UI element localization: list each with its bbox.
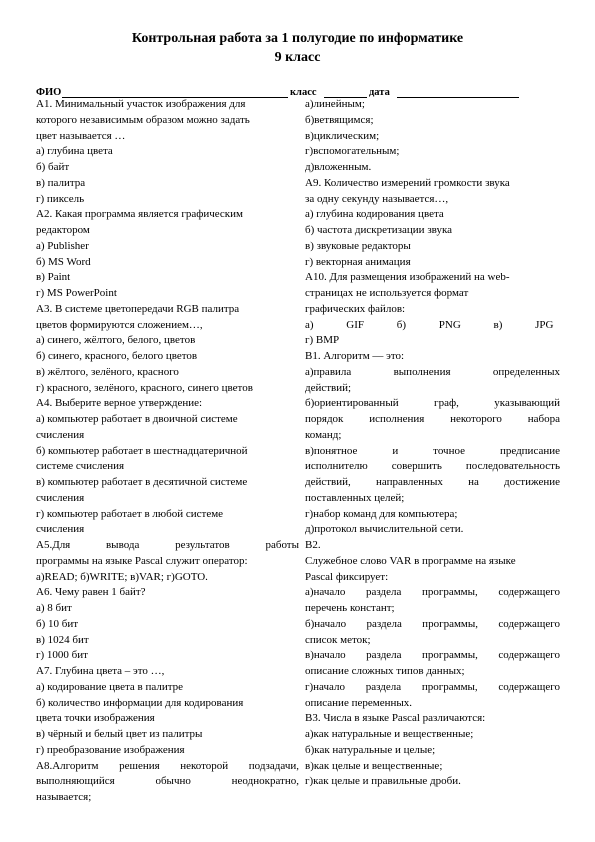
- right-column-line: а)начало раздела программы, содержащего: [305, 586, 560, 599]
- right-column-line: список меток;: [305, 633, 371, 646]
- left-column-line: А7. Глубина цвета – это …,: [36, 665, 165, 677]
- left-column-line: б) 10 бит: [36, 617, 79, 630]
- left-column-line: счисления: [36, 428, 85, 441]
- right-column-line: порядок исполнения некоторого набора: [305, 413, 560, 425]
- right-column-line: В1. Алгоритм — это:: [305, 350, 405, 362]
- left-column-line: б) MS Word: [36, 255, 91, 268]
- right-column-line: перечень констант;: [305, 602, 395, 614]
- right-column-line: г) BMP: [305, 334, 340, 347]
- right-column-line: а)правила выполнения определенных: [305, 365, 560, 378]
- right-column-line: б)ориентированный граф, указывающий: [305, 397, 560, 410]
- right-column-line: исполнителю совершить последовательность: [305, 460, 560, 473]
- left-column-line: А1. Минимальный участок изображения для: [36, 98, 246, 110]
- left-column-line: системе счисления: [36, 460, 125, 473]
- left-column-line: А6. Чему равен 1 байт?: [36, 586, 146, 599]
- right-column-line: поставленных целей;: [305, 491, 405, 504]
- right-column-line: г)набор команд для компьютера;: [305, 507, 458, 520]
- left-column-line: в) чёрный и белый цвет из палитры: [36, 728, 203, 740]
- right-column-line: г)как целые и правильные дроби.: [305, 775, 461, 788]
- left-column-line: называется;: [36, 791, 92, 803]
- left-column-line: А3. В системе цветопередачи RGB палитра: [36, 302, 240, 315]
- right-column-line: б)как натуральные и целые;: [305, 743, 436, 756]
- left-column-line: цветов формируются сложением…,: [36, 318, 203, 331]
- right-column-line: А9. Количество измерений громкости звука: [305, 176, 510, 189]
- left-column-line: а) компьютер работает в двоичной системе: [36, 413, 238, 425]
- left-column-line: г) MS PowerPoint: [36, 287, 117, 299]
- right-column-line: а)линейным;: [305, 98, 365, 110]
- right-column-line: а)как натуральные и вещественные;: [305, 728, 474, 740]
- left-column-line: г) компьютер работает в любой системе: [36, 507, 224, 520]
- right-column-line: б)начало раздела программы, содержащего: [305, 617, 560, 630]
- left-column-line: в) жёлтого, зелёного, красного: [36, 365, 179, 378]
- left-column-line: б) компьютер работает в шестнадцатеричной: [36, 444, 248, 457]
- left-column-line: А5.Для вывода результатов работы: [36, 539, 299, 551]
- right-column-line: описание сложных типов данных;: [305, 665, 465, 677]
- left-column-line: А4. Выберите верное утверждение:: [36, 397, 203, 410]
- left-column-line: а) Publisher: [36, 239, 89, 252]
- left-column-line: г) красного, зелёного, красного, синего цветов: [36, 381, 253, 394]
- left-column-line: цвета точки изображения: [36, 712, 155, 725]
- left-column-line: а) 8 бит: [36, 602, 72, 614]
- left-column-line: б) количество информации для кодирования: [36, 696, 244, 709]
- page-title: Контрольная работа за 1 полугодие по информатике: [131, 31, 464, 46]
- left-column-line: счисления: [36, 523, 85, 536]
- left-column-line: а) глубина цвета: [36, 145, 113, 158]
- left-column-line: в) 1024 бит: [36, 633, 89, 646]
- left-column-line: а)READ; б)WRITE; в)VAR; г)GOTO.: [36, 570, 208, 583]
- right-column-line: команд;: [305, 428, 342, 441]
- date-label: дата: [369, 87, 390, 98]
- right-column-line: Pascal фиксирует:: [305, 570, 389, 583]
- left-column-line: программы на языке Pascal служит оператор:: [36, 554, 248, 567]
- right-column-line: в) звуковые редакторы: [305, 239, 411, 252]
- left-column-line: в) палитра: [36, 176, 86, 189]
- right-column-line: б)ветвящимся;: [305, 113, 374, 126]
- left-column-line: счисления: [36, 491, 85, 504]
- right-column-line: в)начало раздела программы, содержащего: [305, 649, 560, 662]
- left-column-line: б) байт: [36, 161, 70, 173]
- right-column-line: Служебное слово VAR в программе на языке: [305, 554, 516, 567]
- right-column-line: г) векторная анимация: [305, 255, 411, 268]
- right-column-line: за одну секунду называется…,: [305, 192, 449, 205]
- right-column-line: в)циклическим;: [305, 129, 380, 142]
- right-column-line: В3. Числа в языке Pascal различаются:: [305, 712, 486, 725]
- left-column-line: редактором: [36, 224, 90, 236]
- right-column-line: А10. Для размещения изображений на web-: [305, 271, 510, 284]
- class-label: класс: [290, 87, 317, 98]
- right-column-line: д)протокол вычислительной сети.: [305, 523, 464, 536]
- left-column-line: б) синего, красного, белого цветов: [36, 350, 198, 362]
- left-column-line: г) 1000 бит: [36, 649, 88, 662]
- right-column-line: в)как целые и вещественные;: [305, 759, 443, 772]
- left-column-line: а) кодирование цвета в палитре: [36, 680, 184, 693]
- left-column-line: а) синего, жёлтого, белого, цветов: [36, 334, 196, 347]
- right-column-line: в)понятное и точное предписание: [305, 444, 560, 457]
- left-column-line: выполняющийся обычно неоднократно,: [36, 775, 299, 788]
- right-column-line: г)вспомогательным;: [305, 145, 400, 158]
- right-column-line: описание переменных.: [305, 696, 412, 709]
- left-column-line: А2. Какая программа является графическим: [36, 208, 243, 221]
- right-column: [305, 97, 560, 790]
- left-column-line: цвет называется …: [36, 129, 126, 142]
- left-column-line: в) компьютер работает в десятичной системе: [36, 476, 248, 488]
- right-column-line: г)начало раздела программы, содержащего: [305, 680, 560, 693]
- left-column-line: г) преобразование изображения: [36, 743, 185, 756]
- right-column-line: б) частота дискретизации звука: [305, 224, 453, 236]
- right-column-line: а) глубина кодирования цвета: [305, 208, 444, 221]
- left-column: [36, 97, 299, 806]
- right-column-line: действий, направленных на достижение: [305, 476, 560, 488]
- fio-label: ФИО: [36, 87, 62, 98]
- grade-subtitle: 9 класс: [274, 50, 321, 65]
- right-column-line: В2.: [305, 539, 321, 551]
- right-column-line: действий;: [305, 381, 352, 394]
- right-column-line: а) GIF б) PNG в) JPG: [305, 318, 554, 331]
- left-column-line: А8.Алгоритм решения некоторой подзадачи,: [36, 759, 299, 772]
- left-column-line: г) пиксель: [36, 192, 85, 205]
- right-column-line: д)вложенным.: [305, 161, 372, 173]
- right-column-line: страницах не используется формат: [305, 287, 469, 299]
- left-column-line: которого независимым образом можно задать: [36, 113, 250, 126]
- left-column-line: в) Paint: [36, 271, 71, 284]
- right-column-line: графических файлов:: [305, 302, 406, 315]
